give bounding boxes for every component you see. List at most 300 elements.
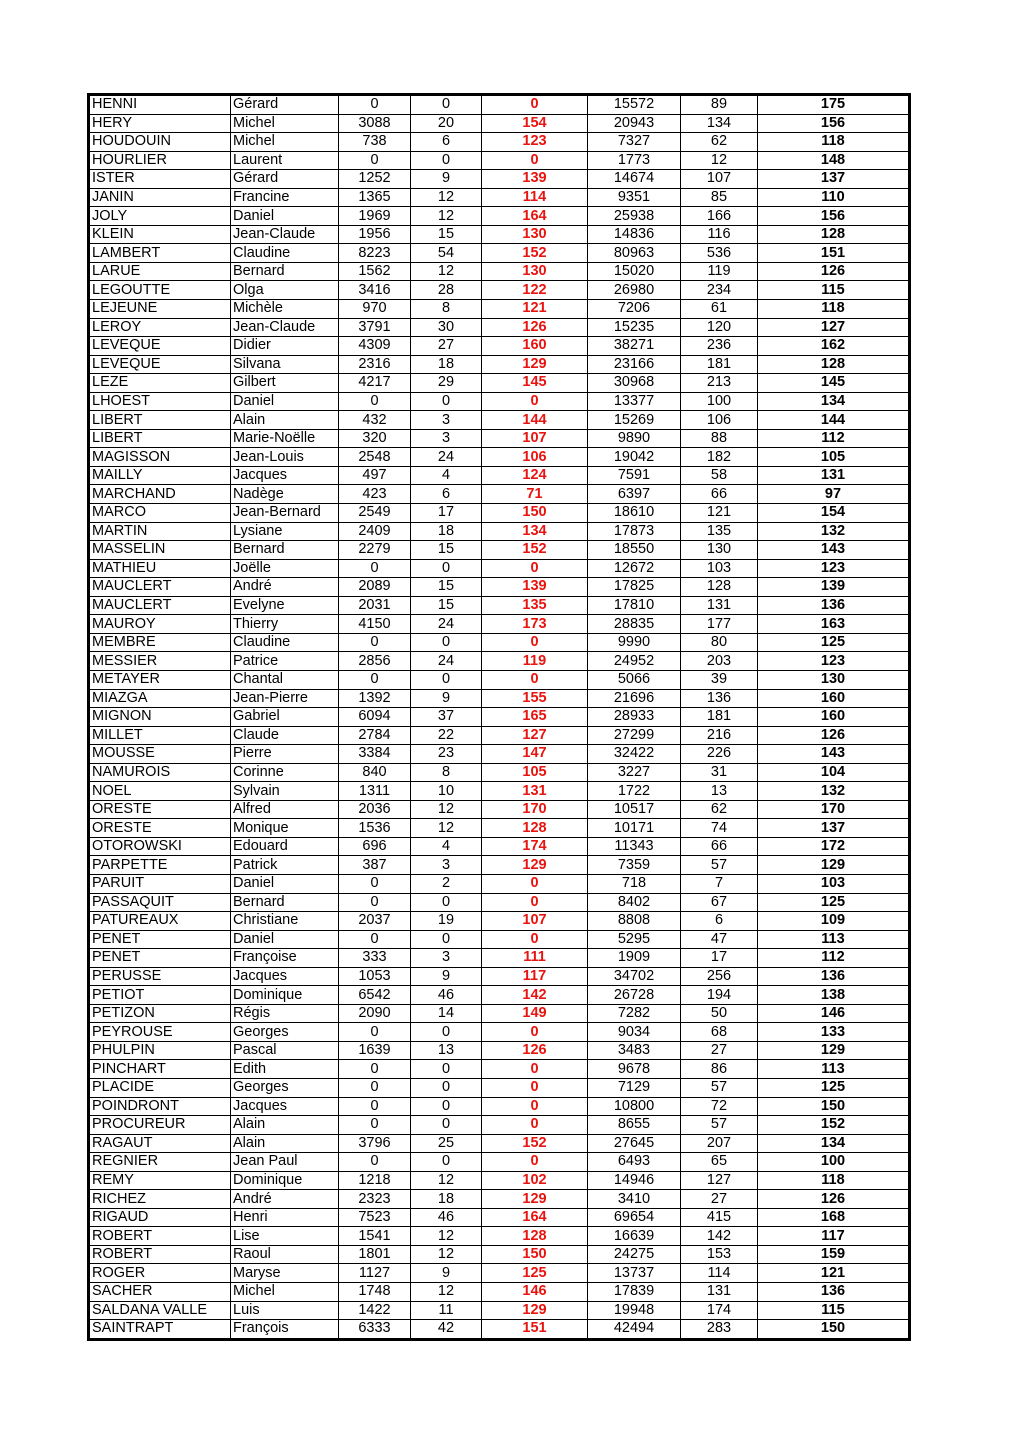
final-score-cell: 136 (758, 1283, 910, 1302)
value-a-cell: 0 (339, 874, 411, 893)
value-d-cell: 142 (681, 1227, 758, 1246)
value-b-cell: 2 (411, 874, 482, 893)
final-score-cell: 134 (758, 1134, 910, 1153)
red-score-cell: 129 (482, 1190, 588, 1209)
table-row (90, 1023, 910, 1042)
first-name-cell: Jean Paul (231, 1153, 339, 1172)
final-score-cell: 133 (758, 1023, 910, 1042)
value-d-cell: 153 (681, 1245, 758, 1264)
value-d-cell: 6 (681, 912, 758, 931)
value-c-cell: 8808 (588, 912, 681, 931)
last-name-cell: RIGAUD (90, 1208, 231, 1227)
last-name-cell: JOLY (90, 207, 231, 226)
final-score-cell: 126 (758, 1190, 910, 1209)
value-c-cell: 15020 (588, 262, 681, 281)
final-score-cell: 113 (758, 930, 910, 949)
value-a-cell: 0 (339, 1097, 411, 1116)
final-score-cell: 105 (758, 448, 910, 467)
value-b-cell: 12 (411, 1283, 482, 1302)
value-b-cell: 3 (411, 411, 482, 430)
red-score-cell: 149 (482, 1004, 588, 1023)
final-score-cell: 136 (758, 596, 910, 615)
last-name-cell: MEMBRE (90, 633, 231, 652)
last-name-cell: SAINTRAPT (90, 1320, 231, 1339)
table-row (90, 170, 910, 189)
value-c-cell: 25938 (588, 207, 681, 226)
last-name-cell: REMY (90, 1171, 231, 1190)
value-b-cell: 54 (411, 244, 482, 263)
first-name-cell: Edith (231, 1060, 339, 1079)
value-b-cell: 0 (411, 96, 482, 115)
last-name-cell: LEVEQUE (90, 337, 231, 356)
first-name-cell: Didier (231, 337, 339, 356)
red-score-cell: 0 (482, 559, 588, 578)
value-d-cell: 88 (681, 429, 758, 448)
final-score-cell: 126 (758, 262, 910, 281)
value-d-cell: 181 (681, 708, 758, 727)
final-score-cell: 144 (758, 411, 910, 430)
final-score-cell: 154 (758, 504, 910, 523)
last-name-cell: MIAZGA (90, 689, 231, 708)
last-name-cell: MAGISSON (90, 448, 231, 467)
value-d-cell: 65 (681, 1153, 758, 1172)
table-row (90, 300, 910, 319)
value-d-cell: 47 (681, 930, 758, 949)
first-name-cell: Monique (231, 819, 339, 838)
value-b-cell: 0 (411, 1116, 482, 1135)
last-name-cell: PARPETTE (90, 856, 231, 875)
value-b-cell: 15 (411, 541, 482, 560)
value-d-cell: 12 (681, 151, 758, 170)
value-c-cell: 13377 (588, 392, 681, 411)
value-a-cell: 970 (339, 300, 411, 319)
first-name-cell: Jacques (231, 466, 339, 485)
first-name-cell: Evelyne (231, 596, 339, 615)
value-b-cell: 0 (411, 670, 482, 689)
table-row (90, 782, 910, 801)
last-name-cell: ORESTE (90, 800, 231, 819)
value-b-cell: 0 (411, 559, 482, 578)
first-name-cell: Lise (231, 1227, 339, 1246)
red-score-cell: 0 (482, 1097, 588, 1116)
last-name-cell: PARUIT (90, 874, 231, 893)
last-name-cell: SACHER (90, 1283, 231, 1302)
value-b-cell: 24 (411, 615, 482, 634)
final-score-cell: 125 (758, 893, 910, 912)
final-score-cell: 104 (758, 763, 910, 782)
value-b-cell: 46 (411, 986, 482, 1005)
value-c-cell: 26980 (588, 281, 681, 300)
value-c-cell: 13737 (588, 1264, 681, 1283)
value-a-cell: 0 (339, 392, 411, 411)
value-c-cell: 7327 (588, 133, 681, 152)
value-a-cell: 7523 (339, 1208, 411, 1227)
red-score-cell: 150 (482, 1245, 588, 1264)
first-name-cell: Régis (231, 1004, 339, 1023)
red-score-cell: 107 (482, 912, 588, 931)
first-name-cell: Jean-Claude (231, 318, 339, 337)
value-d-cell: 80 (681, 633, 758, 652)
value-c-cell: 7206 (588, 300, 681, 319)
final-score-cell: 125 (758, 633, 910, 652)
value-a-cell: 1801 (339, 1245, 411, 1264)
final-score-cell: 103 (758, 874, 910, 893)
value-c-cell: 23166 (588, 355, 681, 374)
first-name-cell: Gérard (231, 170, 339, 189)
table-row (90, 1097, 910, 1116)
first-name-cell: Bernard (231, 262, 339, 281)
table-row (90, 96, 910, 115)
value-b-cell: 20 (411, 114, 482, 133)
value-b-cell: 0 (411, 1097, 482, 1116)
table-row (90, 318, 910, 337)
final-score-cell: 172 (758, 837, 910, 856)
final-score-cell: 113 (758, 1060, 910, 1079)
red-score-cell: 0 (482, 633, 588, 652)
value-a-cell: 0 (339, 1116, 411, 1135)
last-name-cell: RICHEZ (90, 1190, 231, 1209)
value-d-cell: 86 (681, 1060, 758, 1079)
last-name-cell: REGNIER (90, 1153, 231, 1172)
first-name-cell: Claudine (231, 633, 339, 652)
value-a-cell: 2856 (339, 652, 411, 671)
first-name-cell: Edouard (231, 837, 339, 856)
value-c-cell: 18610 (588, 504, 681, 523)
value-d-cell: 61 (681, 300, 758, 319)
first-name-cell: François (231, 1320, 339, 1339)
value-b-cell: 12 (411, 1245, 482, 1264)
value-c-cell: 6397 (588, 485, 681, 504)
value-d-cell: 85 (681, 188, 758, 207)
red-score-cell: 105 (482, 763, 588, 782)
red-score-cell: 134 (482, 522, 588, 541)
value-a-cell: 6094 (339, 708, 411, 727)
final-score-cell: 125 (758, 1078, 910, 1097)
last-name-cell: PENET (90, 949, 231, 968)
table-row (90, 1004, 910, 1023)
value-d-cell: 74 (681, 819, 758, 838)
red-score-cell: 0 (482, 1116, 588, 1135)
last-name-cell: MAILLY (90, 466, 231, 485)
red-score-cell: 151 (482, 1320, 588, 1339)
value-a-cell: 2037 (339, 912, 411, 931)
red-score-cell: 131 (482, 782, 588, 801)
value-c-cell: 9990 (588, 633, 681, 652)
value-c-cell: 24275 (588, 1245, 681, 1264)
last-name-cell: MARCO (90, 504, 231, 523)
table-row (90, 541, 910, 560)
first-name-cell: Daniel (231, 874, 339, 893)
value-b-cell: 8 (411, 763, 482, 782)
table-row (90, 1153, 910, 1172)
table-row (90, 745, 910, 764)
red-score-cell: 128 (482, 1227, 588, 1246)
value-b-cell: 12 (411, 1171, 482, 1190)
table-row (90, 466, 910, 485)
value-d-cell: 50 (681, 1004, 758, 1023)
last-name-cell: NAMUROIS (90, 763, 231, 782)
final-score-cell: 118 (758, 1171, 910, 1190)
value-a-cell: 1422 (339, 1301, 411, 1320)
value-c-cell: 17810 (588, 596, 681, 615)
value-d-cell: 7 (681, 874, 758, 893)
last-name-cell: ROGER (90, 1264, 231, 1283)
red-score-cell: 160 (482, 337, 588, 356)
red-score-cell: 174 (482, 837, 588, 856)
red-score-cell: 144 (482, 411, 588, 430)
red-score-cell: 0 (482, 930, 588, 949)
value-a-cell: 320 (339, 429, 411, 448)
red-score-cell: 164 (482, 1208, 588, 1227)
first-name-cell: Jacques (231, 967, 339, 986)
value-a-cell: 2784 (339, 726, 411, 745)
last-name-cell: HOURLIER (90, 151, 231, 170)
last-name-cell: RAGAUT (90, 1134, 231, 1153)
red-score-cell: 102 (482, 1171, 588, 1190)
table-row (90, 615, 910, 634)
first-name-cell: Jean-Pierre (231, 689, 339, 708)
table-row (90, 1320, 910, 1339)
value-a-cell: 1365 (339, 188, 411, 207)
last-name-cell: MIGNON (90, 708, 231, 727)
value-b-cell: 12 (411, 1227, 482, 1246)
value-b-cell: 10 (411, 782, 482, 801)
value-d-cell: 57 (681, 1116, 758, 1135)
red-score-cell: 117 (482, 967, 588, 986)
red-score-cell: 145 (482, 374, 588, 393)
red-score-cell: 0 (482, 893, 588, 912)
table-row (90, 800, 910, 819)
table-row (90, 1171, 910, 1190)
value-b-cell: 14 (411, 1004, 482, 1023)
red-score-cell: 0 (482, 1023, 588, 1042)
last-name-cell: PHULPIN (90, 1041, 231, 1060)
value-a-cell: 1956 (339, 225, 411, 244)
value-c-cell: 3410 (588, 1190, 681, 1209)
first-name-cell: Henri (231, 1208, 339, 1227)
red-score-cell: 164 (482, 207, 588, 226)
value-c-cell: 7591 (588, 466, 681, 485)
value-b-cell: 17 (411, 504, 482, 523)
red-score-cell: 155 (482, 689, 588, 708)
results-table (89, 95, 911, 1339)
table-row (90, 819, 910, 838)
last-name-cell: NOEL (90, 782, 231, 801)
value-a-cell: 1311 (339, 782, 411, 801)
red-score-cell: 129 (482, 355, 588, 374)
value-b-cell: 9 (411, 170, 482, 189)
value-d-cell: 62 (681, 800, 758, 819)
red-score-cell: 111 (482, 949, 588, 968)
last-name-cell: PROCUREUR (90, 1116, 231, 1135)
value-b-cell: 0 (411, 1060, 482, 1079)
first-name-cell: Sylvain (231, 782, 339, 801)
value-c-cell: 1773 (588, 151, 681, 170)
value-d-cell: 135 (681, 522, 758, 541)
last-name-cell: PINCHART (90, 1060, 231, 1079)
value-b-cell: 0 (411, 1023, 482, 1042)
value-d-cell: 72 (681, 1097, 758, 1116)
final-score-cell: 130 (758, 670, 910, 689)
value-b-cell: 6 (411, 485, 482, 504)
value-d-cell: 216 (681, 726, 758, 745)
final-score-cell: 118 (758, 300, 910, 319)
table-row (90, 949, 910, 968)
value-b-cell: 6 (411, 133, 482, 152)
last-name-cell: MAUROY (90, 615, 231, 634)
value-d-cell: 67 (681, 893, 758, 912)
final-score-cell: 129 (758, 1041, 910, 1060)
red-score-cell: 126 (482, 318, 588, 337)
value-d-cell: 121 (681, 504, 758, 523)
first-name-cell: Nadège (231, 485, 339, 504)
value-c-cell: 10171 (588, 819, 681, 838)
final-score-cell: 152 (758, 1116, 910, 1135)
value-b-cell: 0 (411, 930, 482, 949)
value-a-cell: 497 (339, 466, 411, 485)
table-row (90, 448, 910, 467)
value-c-cell: 9678 (588, 1060, 681, 1079)
table-row (90, 1208, 910, 1227)
value-c-cell: 32422 (588, 745, 681, 764)
final-score-cell: 162 (758, 337, 910, 356)
value-c-cell: 15572 (588, 96, 681, 115)
final-score-cell: 170 (758, 800, 910, 819)
value-a-cell: 432 (339, 411, 411, 430)
value-a-cell: 3416 (339, 281, 411, 300)
value-a-cell: 333 (339, 949, 411, 968)
value-a-cell: 1252 (339, 170, 411, 189)
value-c-cell: 1722 (588, 782, 681, 801)
value-b-cell: 18 (411, 522, 482, 541)
red-score-cell: 0 (482, 151, 588, 170)
last-name-cell: LHOEST (90, 392, 231, 411)
final-score-cell: 118 (758, 133, 910, 152)
value-b-cell: 4 (411, 466, 482, 485)
table-row (90, 1301, 910, 1320)
table-row (90, 837, 910, 856)
last-name-cell: LIBERT (90, 411, 231, 430)
value-d-cell: 100 (681, 392, 758, 411)
value-d-cell: 114 (681, 1264, 758, 1283)
value-d-cell: 174 (681, 1301, 758, 1320)
final-score-cell: 129 (758, 856, 910, 875)
first-name-cell: Gabriel (231, 708, 339, 727)
value-c-cell: 27645 (588, 1134, 681, 1153)
table-row (90, 1283, 910, 1302)
value-b-cell: 15 (411, 596, 482, 615)
value-c-cell: 7129 (588, 1078, 681, 1097)
value-d-cell: 131 (681, 1283, 758, 1302)
first-name-cell: Patrick (231, 856, 339, 875)
value-d-cell: 131 (681, 596, 758, 615)
value-c-cell: 19042 (588, 448, 681, 467)
final-score-cell: 160 (758, 689, 910, 708)
last-name-cell: PATUREAUX (90, 912, 231, 931)
first-name-cell: Alain (231, 1134, 339, 1153)
value-d-cell: 17 (681, 949, 758, 968)
value-d-cell: 226 (681, 745, 758, 764)
first-name-cell: Georges (231, 1078, 339, 1097)
table-row (90, 114, 910, 133)
final-score-cell: 109 (758, 912, 910, 931)
value-c-cell: 27299 (588, 726, 681, 745)
red-score-cell: 142 (482, 986, 588, 1005)
value-a-cell: 0 (339, 559, 411, 578)
last-name-cell: MASSELIN (90, 541, 231, 560)
value-c-cell: 24952 (588, 652, 681, 671)
value-b-cell: 9 (411, 1264, 482, 1283)
final-score-cell: 123 (758, 559, 910, 578)
red-score-cell: 127 (482, 726, 588, 745)
last-name-cell: HERY (90, 114, 231, 133)
table-row (90, 930, 910, 949)
table-row (90, 689, 910, 708)
value-c-cell: 28835 (588, 615, 681, 634)
table-row (90, 411, 910, 430)
table-row (90, 763, 910, 782)
last-name-cell: MARCHAND (90, 485, 231, 504)
red-score-cell: 0 (482, 874, 588, 893)
last-name-cell: LEZE (90, 374, 231, 393)
value-d-cell: 13 (681, 782, 758, 801)
value-c-cell: 8402 (588, 893, 681, 912)
value-c-cell: 1909 (588, 949, 681, 968)
value-d-cell: 130 (681, 541, 758, 560)
first-name-cell: Silvana (231, 355, 339, 374)
table-row (90, 133, 910, 152)
value-c-cell: 9351 (588, 188, 681, 207)
red-score-cell: 150 (482, 504, 588, 523)
value-b-cell: 15 (411, 578, 482, 597)
final-score-cell: 121 (758, 1264, 910, 1283)
value-a-cell: 0 (339, 893, 411, 912)
first-name-cell: Bernard (231, 541, 339, 560)
value-c-cell: 9034 (588, 1023, 681, 1042)
last-name-cell: MARTIN (90, 522, 231, 541)
red-score-cell: 0 (482, 96, 588, 115)
value-b-cell: 4 (411, 837, 482, 856)
value-b-cell: 37 (411, 708, 482, 727)
value-b-cell: 27 (411, 337, 482, 356)
first-name-cell: Joëlle (231, 559, 339, 578)
first-name-cell: Michel (231, 1283, 339, 1302)
first-name-cell: Georges (231, 1023, 339, 1042)
value-b-cell: 30 (411, 318, 482, 337)
value-c-cell: 34702 (588, 967, 681, 986)
final-score-cell: 168 (758, 1208, 910, 1227)
value-a-cell: 387 (339, 856, 411, 875)
final-score-cell: 163 (758, 615, 910, 634)
first-name-cell: Michel (231, 133, 339, 152)
value-b-cell: 3 (411, 429, 482, 448)
value-b-cell: 18 (411, 355, 482, 374)
value-a-cell: 0 (339, 1153, 411, 1172)
last-name-cell: MAUCLERT (90, 578, 231, 597)
value-d-cell: 256 (681, 967, 758, 986)
value-a-cell: 1748 (339, 1283, 411, 1302)
value-c-cell: 14946 (588, 1171, 681, 1190)
value-b-cell: 12 (411, 188, 482, 207)
value-a-cell: 1639 (339, 1041, 411, 1060)
final-score-cell: 156 (758, 207, 910, 226)
value-b-cell: 0 (411, 151, 482, 170)
value-b-cell: 24 (411, 448, 482, 467)
table-row (90, 559, 910, 578)
last-name-cell: SALDANA VALLE (90, 1301, 231, 1320)
first-name-cell: Dominique (231, 986, 339, 1005)
value-d-cell: 62 (681, 133, 758, 152)
